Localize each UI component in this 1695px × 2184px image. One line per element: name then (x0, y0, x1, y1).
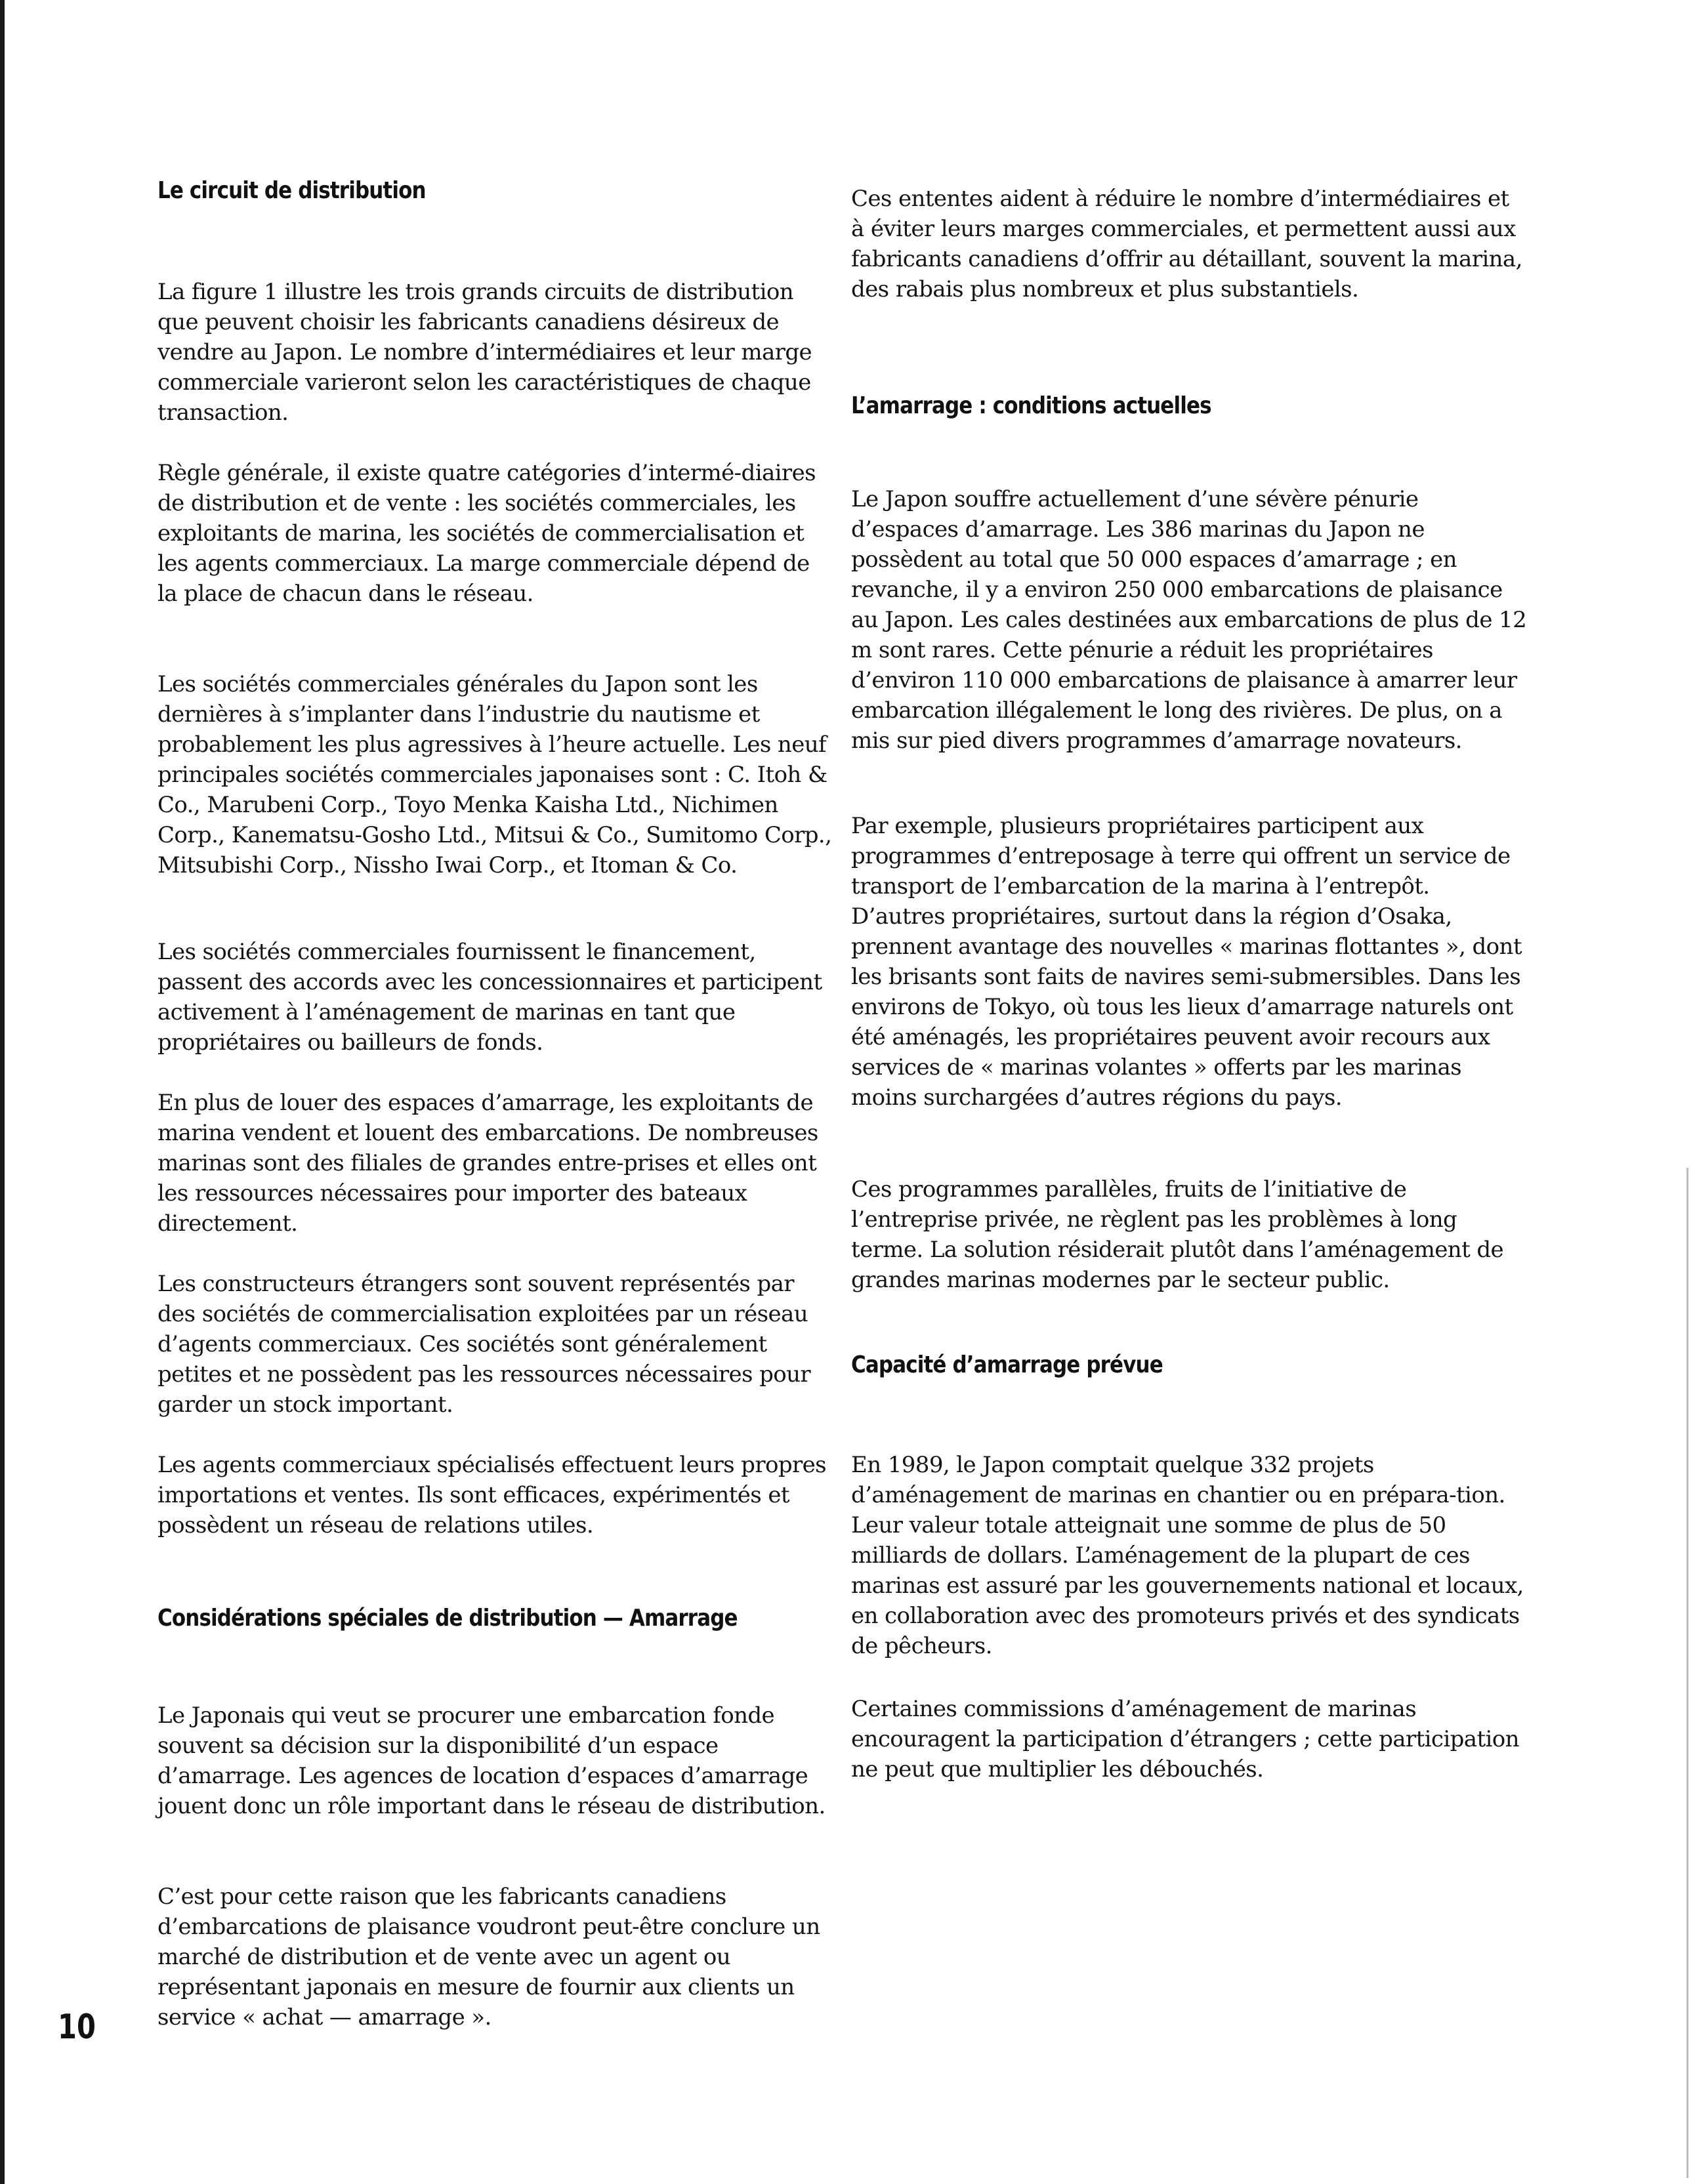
scan-page-edge-right (1686, 1168, 1688, 2178)
paragraph-projets-1989: En 1989, le Japon comptait quelque 332 projets d’aménagement de marinas en chantier ou en prépara-tion. Leur valeur totale atteignait une somme de plus de 50 milliards de dollars. L’aménagement de la plupart de ces marinas est assuré par les gouvernements national et locaux, en collaboration avec des promoteurs privés et des syndicats de pêcheurs. (851, 1452, 1524, 1659)
paragraph-penurie-amarrage: Le Japon souffre actuellement d’une sévère pénurie d’espaces d’amarrage. Les 386 marinas du Japon ne possèdent au total que 50 000 espaces d’amarrage ; en revanche, il y a environ 250 000 embarcations de plaisance au Japon. Les cales destinées aux embarcations de plus de 12 m sont rares. Cette pénurie a réduit les propriétaires d’environ 110 000 embarcations de plaisance à amarrer leur embarcation illégalement le long des rivières. De plus, on a mis sur pied divers programmes d’amarrage novateurs. (851, 486, 1527, 754)
heading-circuit-distribution: Le circuit de distribution (157, 177, 426, 204)
paragraph-figure-1: La figure 1 illustre les trois grands circuits de distribution que peuvent choisir les fabricants canadiens désireux de vendre au Japon. Le nombre d’intermédiaires et leur marge commerciale varieront selon les caractéristiques de chaque transaction. (157, 279, 812, 426)
paragraph-financement: Les sociétés commerciales fournissent le financement, passent des accords avec les concessionnaires et participent activement à l’aménagement de marinas en tant que propriétaires ou bailleurs de fonds. (157, 939, 822, 1056)
page-number: 10 (58, 2008, 96, 2047)
heading-considerations-speciales: Considérations spéciales de distribution — Amarrage (157, 1605, 738, 1632)
paragraph-fabricants-canadiens: C’est pour cette raison que les fabricants canadiens d’embarcations de plaisance voudront peut-être conclure un marché de distribution et de vente avec un agent ou représentant japonais en mesure de fournir aux clients un service « achat — amarrage ». (157, 1884, 820, 2030)
paragraph-exemple-programmes: Par exemple, plusieurs propriétaires participent aux programmes d’entreposage à terre qui offrent un service de transport de l’embarcation de la marina à l’entrepôt. D’autres propriétaires, surtout dans la région d’Osaka, prennent avantage des nouvelles « marinas flottantes », dont les brisants sont faits de navires semi-submersibles. Dans les environs de Tokyo, où tous les lieux d’amarrage naturels ont été aménagés, les propriétaires peuvent avoir recours aux services de « marinas volantes » offerts par les marinas moins surchargées d’autres régions du pays. (851, 813, 1522, 1111)
paragraph-constructeurs-etrangers: Les constructeurs étrangers sont souvent représentés par des sociétés de commercialisation exploitées par un réseau d’agents commerciaux. Ces sociétés sont généralement petites et ne possèdent pas les ressources nécessaires pour garder un stock important. (157, 1271, 811, 1418)
heading-capacite-amarrage: Capacité d’amarrage prévue (851, 1351, 1163, 1378)
paragraph-agents-commerciaux: Les agents commerciaux spécialisés effectuent leurs propres importations et ventes. Ils sont efficaces, expérimentés et possèdent un réseau de relations utiles. (157, 1452, 827, 1538)
paragraph-ententes: Ces ententes aident à réduire le nombre d’intermédiaires et à éviter leurs marges commerciales, et permettent aussi aux fabricants canadiens d’offrir au détaillant, souvent la marina, des rabais plus nombreux et plus substantiels. (851, 186, 1522, 302)
paragraph-societes-commerciales: Les sociétés commerciales générales du Japon sont les dernières à s’implanter dans l’industrie du nautisme et probablement les plus agressives à l’heure actuelle. Les neuf principales sociétés commerciales japonaises sont : C. Itoh & Co., Marubeni Corp., Toyo Menka Kaisha Ltd., Nichimen Corp., Kanematsu-Gosho Ltd., Mitsui & Co., Sumitomo Corp., Mitsubishi Corp., Nissho Iwai Corp., et Itoman & Co. (157, 671, 832, 878)
paragraph-programmes-paralleles: Ces programmes parallèles, fruits de l’initiative de l’entreprise privée, ne règlent pas les problèmes à long terme. La solution résiderait plutôt dans l’aménagement de grandes marinas modernes par le secteur public. (851, 1176, 1504, 1293)
scan-page-edge (0, 0, 5, 2184)
paragraph-exploitants-marina: En plus de louer des espaces d’amarrage, les exploitants de marina vendent et louent des embarcations. De nombreuses marinas sont des filiales de grandes entre-prises et elles ont les ressources nécessaires pour importer des bateaux directement. (157, 1090, 818, 1237)
paragraph-commissions: Certaines commissions d’aménagement de marinas encouragent la participation d’étrangers ; cette participation ne peut que multiplier les débouchés. (851, 1696, 1519, 1782)
paragraph-japonais-embarcation: Le Japonais qui veut se procurer une embarcation fonde souvent sa décision sur la disponibilité d’un espace d’amarrage. Les agences de location d’espaces d’amarrage jouent donc un rôle important dans le réseau de distribution. (157, 1702, 826, 1819)
heading-amarrage-conditions: L’amarrage : conditions actuelles (851, 392, 1211, 419)
paragraph-categories-intermediaires: Règle générale, il existe quatre catégories d’intermé-diaires de distribution et de vente : les sociétés commerciales, les exploitants de marina, les sociétés de commercialisation et les agents commerciaux. La marge commerciale dépend de la place de chacun dans le réseau. (157, 460, 816, 607)
